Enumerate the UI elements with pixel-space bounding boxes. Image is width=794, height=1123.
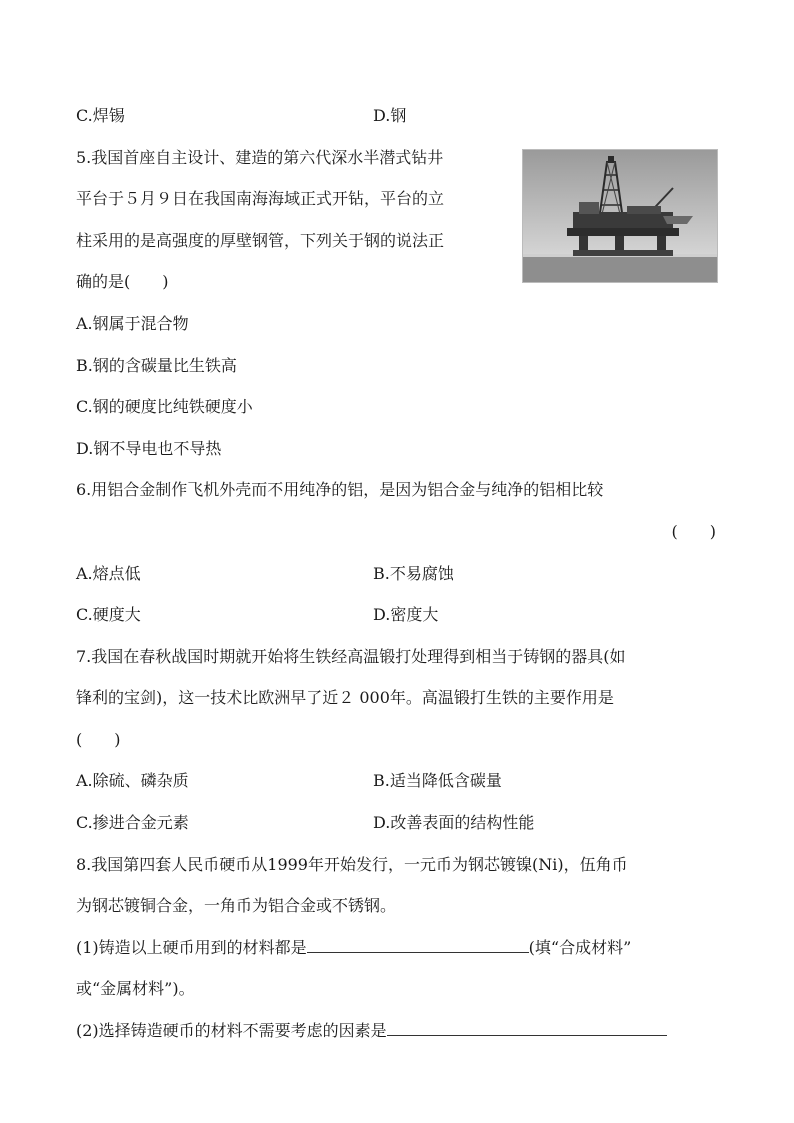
- q4-option-c: C.焊锡: [76, 106, 125, 125]
- q8-sub1: [76, 938, 631, 958]
- q7-option-a: A.除硫、磷杂质: [76, 771, 189, 790]
- q8-stem-line1: 8.我国第四套人民币硬币从1999年开始发行，一元币为钢芯镀镍(Ni)，伍角币: [76, 855, 628, 874]
- q5-option-d: D.钢不导电也不导热: [76, 439, 222, 458]
- q8-sub2-answer-blank[interactable]: [387, 1021, 667, 1036]
- q6-answer-paren: ( ): [671, 522, 716, 541]
- q8-sub1-prefix: (1)铸造以上硬币用到的材料都是: [76, 938, 307, 957]
- q5-stem-line4: 确的是( ): [76, 272, 169, 291]
- q5-option-c: C.钢的硬度比纯铁硬度小: [76, 397, 253, 416]
- q6-option-d: D.密度大: [373, 605, 439, 624]
- q6-option-b: B.不易腐蚀: [373, 564, 454, 583]
- q5-option-a: A.钢属于混合物: [76, 314, 189, 333]
- q5-stem-line1: 5.我国首座自主设计、建造的第六代深水半潜式钻井: [76, 148, 444, 167]
- q8-sub1-suffix: (填“合成材料”: [528, 938, 632, 957]
- q6-option-a: A.熔点低: [76, 564, 141, 583]
- q8-sub2-prefix: (2)选择铸造硬币的材料不需要考虑的因素是: [76, 1021, 387, 1040]
- drilling-platform-image: [522, 149, 718, 283]
- q4-option-d: D.钢: [373, 106, 407, 125]
- q7-answer-paren: ( ): [76, 730, 121, 749]
- q8-sub2: [76, 1021, 667, 1041]
- q7-stem-line1: 7.我国在春秋战国时期就开始将生铁经高温锻打处理得到相当于铸钢的器具(如: [76, 647, 626, 666]
- q6-option-c: C.硬度大: [76, 605, 141, 624]
- q8-stem-line2: 为钢芯镀铜合金，一角币为铝合金或不锈钢。: [76, 896, 397, 915]
- q7-option-c: C.掺进合金元素: [76, 813, 189, 832]
- q8-sub1-line2: 或“金属材料”)。: [76, 979, 195, 998]
- q5-stem-line2: 平台于５月９日在我国南海海域正式开钻，平台的立: [76, 189, 445, 208]
- q5-stem-line3: 柱采用的是高强度的厚壁钢管，下列关于钢的说法正: [76, 231, 445, 250]
- q7-option-d: D.改善表面的结构性能: [373, 813, 535, 832]
- q7-option-b: B.适当降低含碳量: [373, 771, 502, 790]
- q7-stem-line2: 锋利的宝剑)，这一技术比欧洲早了近２ 000年。高温锻打生铁的主要作用是: [76, 688, 614, 707]
- q8-sub1-answer-blank[interactable]: [307, 938, 529, 953]
- q5-option-b: B.钢的含碳量比生铁高: [76, 356, 237, 375]
- q6-stem-line1: 6.用铝合金制作飞机外壳而不用纯净的铝，是因为铝合金与纯净的铝相比较: [76, 480, 604, 499]
